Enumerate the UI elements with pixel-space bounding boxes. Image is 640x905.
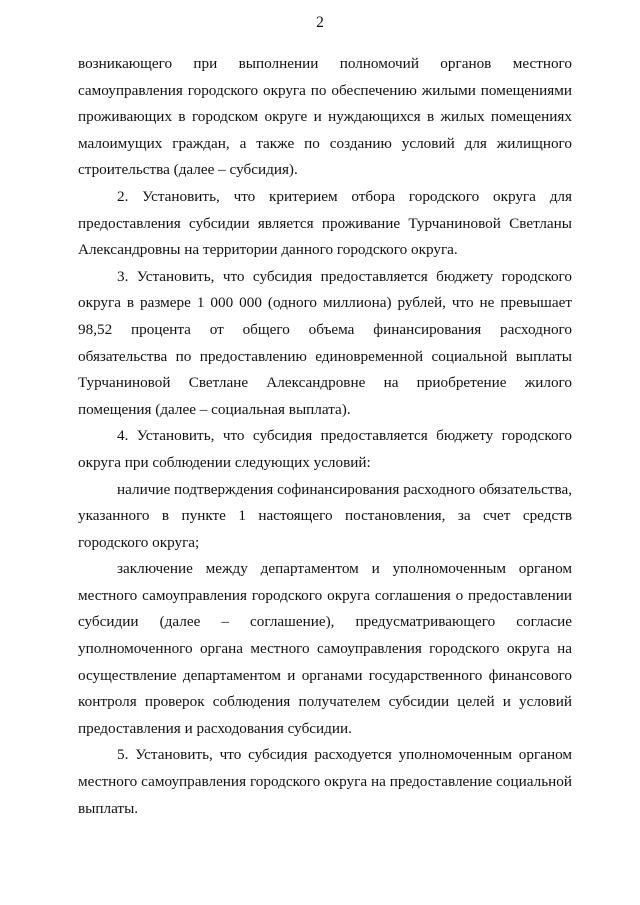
paragraph-3: 3. Установить, что субсидия предоставляется бюджету городского округа в размере 1 000 000 (одного миллиона) рублей, что не превышает 98,52 процента от общего объема финансирования расходного обязательства по предоставлению единовременной социальной выплаты Турчаниновой Светлане Александровне на приобретение жилого помещения (далее – социальная выплата).	[78, 267, 572, 418]
paragraph-4-condition-2: заключение между департаментом и уполномоченным органом местного самоуправления городского округа соглашения о предоставлении субсидии (далее – соглашение), предусматривающего согласие уполномоченного органа местного самоуправления городского округа на осуществление департаментом и органами государственного финансового контроля проверок соблюдения получателем субсидии целей и условий предоставления и расходования субсидии.	[78, 560, 572, 737]
document-body	[78, 51, 572, 822]
paragraph-5: 5. Установить, что субсидия расходуется уполномоченным органом местного самоуправления городского округа на предоставление социальной выплаты.	[78, 746, 572, 817]
paragraph-2: 2. Установить, что критерием отбора городского округа для предоставления субсидии является проживание Турчаниновой Светланы Александровны на территории данного городского округа.	[78, 187, 572, 259]
page-number: 2	[316, 14, 324, 31]
paragraph-1-continuation: возникающего при выполнении полномочий органов местного самоуправления городского округа по обеспечению жилыми помещениями проживающих в городском округе и нуждающихся в жилых помещениях малоимущих граждан, а также по созданию условий для жилищного строительства (далее – субсидия).	[78, 55, 572, 179]
paragraph-4: 4. Установить, что субсидия предоставляется бюджету городского округа при соблюдении следующих условий:	[78, 427, 572, 471]
paragraph-4-condition-1: наличие подтверждения софинансирования расходного обязательства, указанного в пункте 1 настоящего постановления, за счет средств городского округа;	[78, 480, 572, 551]
